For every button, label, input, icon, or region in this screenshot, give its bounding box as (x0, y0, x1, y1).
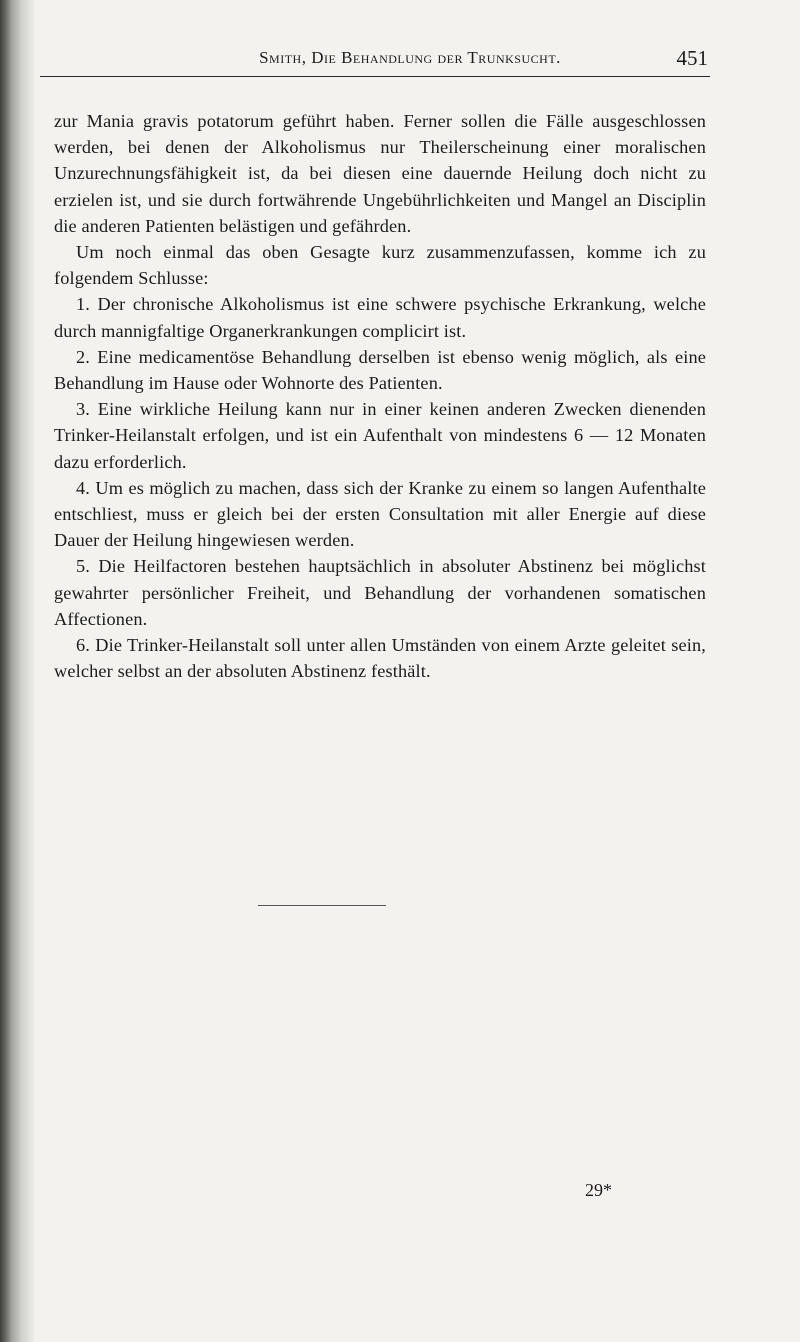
conclusion-item-2: 2. Eine medicamentöse Behandlung derselben ist ebenso wenig möglich, als eine Behandlung im Hause oder Wohnorte des Patienten. (54, 346, 706, 394)
conclusion-item-3: 3. Eine wirkliche Heilung kann nur in einer keinen anderen Zwecken dienenden Trinker-Heilanstalt erfolgen, und ist ein Aufenthalt von mindestens 6 — 12 Monaten dazu erforderlich. (54, 399, 706, 472)
paragraph-summary-intro: Um noch einmal das oben Gesagte kurz zusammenzufassen, komme ich zu folgendem Schlusse: (54, 242, 706, 289)
running-head (40, 48, 710, 77)
running-title: Smith, Die Behandlung der Trunksucht. (259, 48, 561, 67)
end-rule (258, 905, 386, 906)
conclusion-item-5: 5. Die Heilfactoren bestehen hauptsächlich in absoluter Abstinenz bei möglichst gewahrter persönlicher Freiheit, und Behandlung der vorhandenen somatischen Affectionen. (54, 556, 706, 629)
conclusion-item-4: 4. Um es möglich zu machen, dass sich der Kranke zu einem so langen Aufenthalte entschliest, muss er gleich bei der ersten Consultation mit aller Energie auf diese Dauer der Heilung hingewiesen werden. (54, 477, 706, 551)
page-number: 451 (676, 46, 708, 70)
body-text (54, 108, 706, 684)
binding-edge (0, 0, 34, 1342)
signature-mark: 29* (585, 1180, 612, 1200)
conclusion-item-6: 6. Die Trinker-Heilanstalt soll unter allen Umständen von einem Arzte geleitet sein, welcher selbst an der absoluten Abstinenz festhält. (54, 635, 706, 682)
conclusion-item-1: 1. Der chronische Alkoholismus ist eine schwere psychische Erkrankung, welche durch mannigfaltige Organerkrankungen complicirt ist. (54, 294, 706, 341)
paragraph-continuation: zur Mania gravis potatorum geführt haben. Ferner sollen die Fälle ausgeschlossen werden, bei denen der Alkoholismus nur Theilerscheinung einer moralischen Unzurechnungsfähigkeit ist, da bei diesen eine dauernde Heilung doch nicht zu erzielen ist, und sie durch fortwährende Ungebührlichkeiten und Mangel an Disciplin die anderen Patienten belästigen und gefährden. (54, 111, 706, 236)
